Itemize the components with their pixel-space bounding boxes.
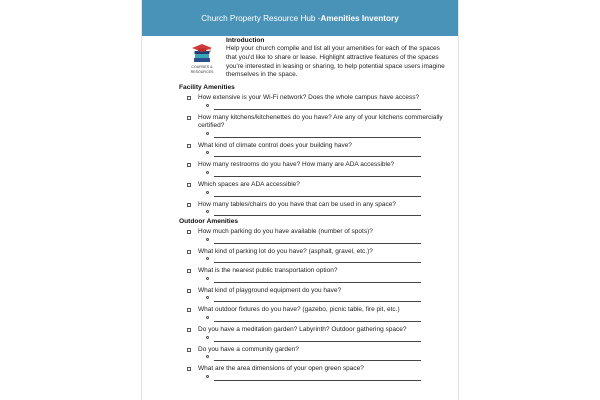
- answer-bullet-icon: [206, 171, 209, 174]
- header-title-strong: Amenities Inventory: [320, 13, 399, 23]
- answer-field[interactable]: [206, 170, 451, 179]
- answer-field[interactable]: [206, 374, 451, 383]
- answer-line: [214, 137, 421, 138]
- answer-field[interactable]: [206, 315, 451, 324]
- answer-bullet-icon: [206, 277, 209, 280]
- checkbox[interactable]: [187, 230, 191, 234]
- answer-bullet-icon: [206, 336, 209, 339]
- answer-bullet-icon: [206, 191, 209, 194]
- checkbox[interactable]: [187, 144, 191, 148]
- answer-line: [214, 156, 421, 157]
- books-graduation-cap-icon: [191, 42, 213, 64]
- checkbox[interactable]: [187, 367, 191, 371]
- question-text: What outdoor fixtures do you have? (gazebo, picnic table, fire pit, etc.): [198, 306, 400, 314]
- outdoor-question-item: [179, 228, 451, 246]
- answer-field[interactable]: [206, 103, 451, 112]
- checkbox[interactable]: [187, 203, 191, 207]
- facility-question-list: [179, 94, 451, 218]
- facility-question-item: [179, 161, 451, 179]
- logo-caption-line-2: RESOURCES: [190, 70, 214, 74]
- question-text: How many tables/chairs do you have that can be used in any space?: [198, 200, 397, 208]
- outdoor-question-item: [179, 326, 451, 344]
- answer-field[interactable]: [206, 237, 451, 246]
- answer-field[interactable]: [206, 209, 451, 218]
- answer-line: [214, 282, 421, 283]
- checkbox[interactable]: [187, 250, 191, 254]
- question-text: How many restrooms do you have? How many are ADA accessible?: [198, 161, 395, 169]
- facility-question-item: [179, 114, 451, 140]
- answer-field[interactable]: [206, 276, 451, 285]
- checkbox[interactable]: [187, 269, 191, 273]
- outdoor-question-item: [179, 287, 451, 305]
- document-header: [142, 0, 458, 36]
- question-text: How much parking do you have available (number of spots)?: [198, 228, 373, 235]
- answer-line: [214, 196, 421, 197]
- checkbox[interactable]: [187, 183, 191, 187]
- answer-line: [214, 321, 421, 322]
- courses-resources-logo: [186, 42, 218, 78]
- answer-line: [214, 109, 421, 110]
- checkbox[interactable]: [187, 116, 191, 120]
- question-text: Do you have a meditation garden? Labyrinth? Outdoor gathering space?: [198, 325, 407, 333]
- answer-line: [214, 243, 421, 244]
- question-text: How many kitchens/kitchenettes do you have? Are any of your kitchens commercially certified?: [198, 113, 443, 130]
- answer-field[interactable]: [206, 354, 451, 363]
- outdoor-amenities-section: [179, 218, 451, 383]
- checkbox[interactable]: [187, 348, 191, 352]
- question-text: How extensive is your Wi-Fi network? Does the whole campus have access?: [198, 94, 420, 101]
- answer-field[interactable]: [206, 131, 451, 140]
- answer-field[interactable]: [206, 335, 451, 344]
- answer-line: [214, 341, 421, 342]
- answer-line: [214, 262, 421, 263]
- facility-question-item: [179, 181, 451, 199]
- answer-field[interactable]: [206, 256, 451, 265]
- facility-question-item: [179, 142, 451, 160]
- answer-line: [214, 176, 421, 177]
- outdoor-amenities-heading: Outdoor Amenities: [179, 218, 239, 225]
- outdoor-question-item: [179, 346, 451, 364]
- introduction-body: Help your church compile and list all your amenities for each of the spaces that you'd like to share or lease. Highlight attractive features of the spaces you're interested in leasing or sharing, to help potential space users imagine themselves in the space.: [226, 45, 445, 79]
- question-text: Do you have a community garden?: [198, 345, 299, 353]
- question-text: Which spaces are ADA accessible?: [198, 180, 300, 188]
- question-text: What kind of climate control does your building have?: [198, 141, 352, 149]
- checkbox[interactable]: [187, 308, 191, 312]
- outdoor-question-item: [179, 248, 451, 266]
- question-text: What is the nearest public transportation option?: [198, 267, 338, 275]
- answer-line: [214, 360, 421, 361]
- answer-line: [214, 215, 421, 216]
- header-title-prefix: Church Property Resource Hub -: [201, 13, 321, 23]
- outdoor-question-item: [179, 365, 451, 383]
- answer-bullet-icon: [206, 132, 209, 135]
- outdoor-question-item: [179, 306, 451, 324]
- facility-question-item: [179, 201, 451, 219]
- answer-bullet-icon: [206, 104, 209, 107]
- outdoor-question-list: [179, 228, 451, 383]
- answer-line: [214, 301, 421, 302]
- checkbox[interactable]: [187, 328, 191, 332]
- introduction-heading: Introduction: [226, 37, 265, 44]
- checkbox[interactable]: [187, 163, 191, 167]
- document-page: [141, 0, 459, 400]
- facility-amenities-heading: Facility Amenities: [179, 84, 235, 91]
- facility-question-item: [179, 94, 451, 112]
- question-text: What kind of playground equipment do you have?: [198, 286, 342, 294]
- answer-bullet-icon: [206, 151, 209, 154]
- answer-bullet-icon: [206, 355, 209, 358]
- answer-bullet-icon: [206, 296, 209, 299]
- answer-line: [214, 380, 421, 381]
- answer-bullet-icon: [206, 316, 209, 319]
- answer-bullet-icon: [206, 375, 209, 378]
- checkbox[interactable]: [187, 289, 191, 293]
- answer-field[interactable]: [206, 150, 451, 159]
- answer-bullet-icon: [206, 210, 209, 213]
- facility-amenities-section: [179, 84, 451, 218]
- logo-caption-line-1: COURSES &: [191, 65, 213, 69]
- answer-field[interactable]: [206, 190, 451, 199]
- answer-bullet-icon: [206, 238, 209, 241]
- question-text: What are the area dimensions of your open green space?: [198, 365, 364, 373]
- introduction: [226, 37, 452, 80]
- answer-field[interactable]: [206, 295, 451, 304]
- checkbox[interactable]: [187, 96, 191, 100]
- answer-bullet-icon: [206, 257, 209, 260]
- question-text: What kind of parking lot do you have? (asphalt, gravel, etc.)?: [198, 247, 373, 255]
- outdoor-question-item: [179, 267, 451, 285]
